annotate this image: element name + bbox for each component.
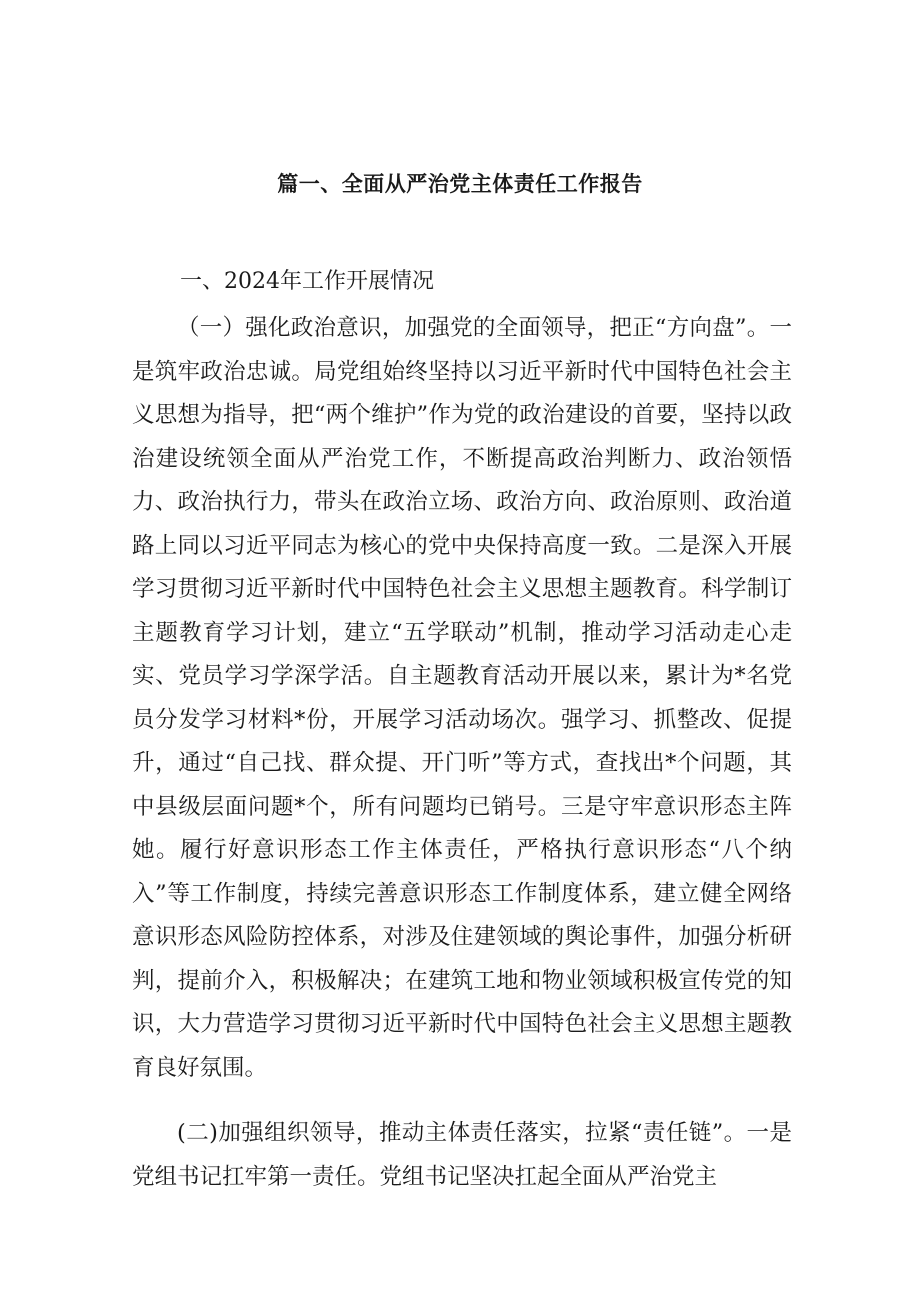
document-title: 篇一、全面从严治党主体责任工作报告 (277, 172, 643, 196)
section-heading: 一、2024年工作开展情况 (180, 269, 434, 294)
paragraph-1: （一）强化政治意识，加强党的全面领导，把正“方向盘”。一是筑牢政治忠诚。局党组始终坚持以习近平新时代中国特色社会主义思想为指导，把“两个维护”作为党的政治建设的首要，坚持以政治建设统领全面从严治党工作，不断提高政治判断力、政治领悟力、政治执行力，带头在政治立场、政治方向、政治原则、政治道路上同以习近平同志为核心的党中央保持高度一致。二是深入开展学习贯彻习近平新时代中国特色社会主义思想主题教育。科学制订主题教育学习计划，建立“五学联动”机制，推动学习活动走心走实、党员学习学深学活。自主题教育活动开展以来，累计为*名党员分发学习材料*份，开展学习活动场次。强学习、抓整改、促提升，通过“自己找、群众提、开门听”等方式，查找出*个问题，其中县级层面问题*个，所有问题均已销号。三是守牢意识形态主阵她。履行好意识形态工作主体责任，严格执行意识形态“八个纳入”等工作制度，持续完善意识形态工作制度体系，建立健全网络意识形态风险防控体系，对涉及住建领域的舆论事件，加强分析研判，提前介入，积极解决；在建筑工地和物业领域积极宣传党的知识，大力营造学习贯彻习近平新时代中国特色社会主义思想主题教育良好氛围。 (132, 315, 792, 1081)
paragraph-2: (二)加强组织领导，推动主体责任落实，拉紧“责任链”。一是党组书记扛牢第一责任。党组书记坚决扛起全面从严治党主 (132, 1120, 792, 1190)
